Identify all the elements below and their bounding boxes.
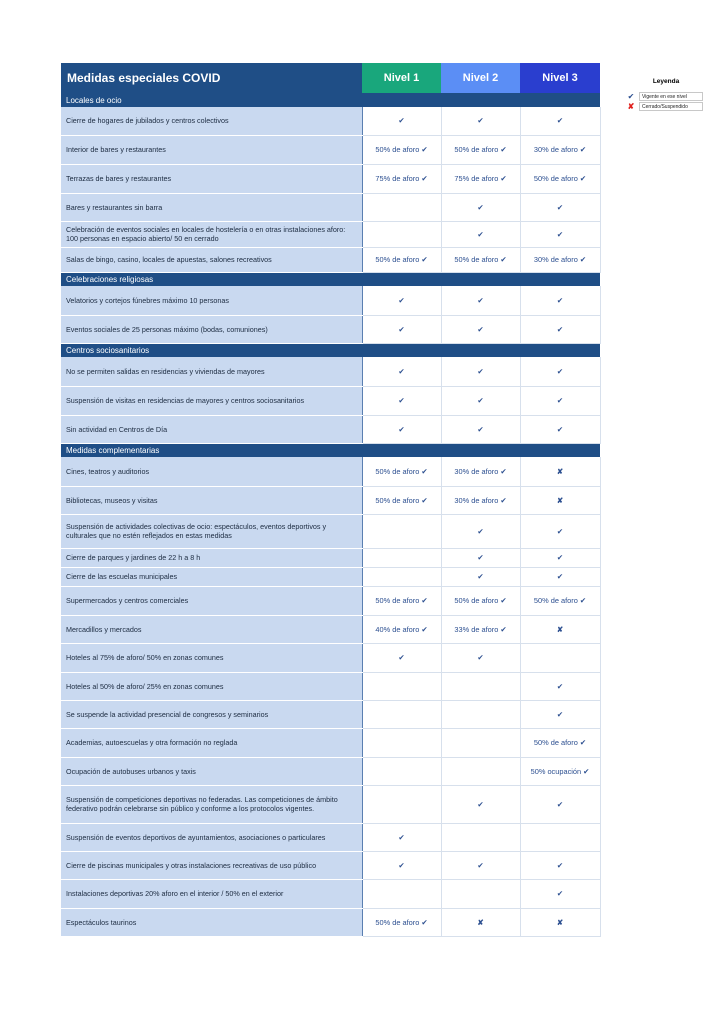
measure-cell: Bares y restaurantes sin barra (61, 193, 362, 221)
measure-cell: Instalaciones deportivas 20% aforo en el interior / 50% en el exterior (61, 879, 362, 908)
level-3-cell: ✘ (520, 486, 600, 514)
level-1-cell: ✔ (362, 415, 441, 443)
measure-cell: Espectáculos taurinos (61, 908, 362, 936)
level-2-cell (441, 700, 520, 728)
level-2-header: Nivel 2 (441, 63, 520, 93)
level-1-cell: ✔ (362, 643, 441, 672)
level-1-cell (362, 728, 441, 757)
table-row (61, 357, 600, 386)
level-3-cell: ✔ (520, 415, 600, 443)
table-row (61, 823, 600, 851)
table-row (61, 879, 600, 908)
level-3-cell: ✔ (520, 315, 600, 343)
cross-icon: ✘ (627, 101, 635, 111)
check-icon: ✔ (627, 91, 635, 101)
table-row (61, 851, 600, 879)
level-1-cell: ✔ (362, 823, 441, 851)
level-3-cell: 30% de aforo ✔ (520, 135, 600, 164)
section-header (61, 272, 600, 286)
level-1-cell (362, 757, 441, 785)
level-3-cell: 50% de aforo ✔ (520, 728, 600, 757)
level-2-cell: ✔ (441, 785, 520, 823)
level-1-cell: ✔ (362, 386, 441, 415)
level-3-cell: ✔ (520, 193, 600, 221)
table-row (61, 672, 600, 700)
measure-cell: Velatorios y cortejos fúnebres máximo 10 personas (61, 286, 362, 315)
table-row (61, 615, 600, 643)
measure-cell: Cierre de parques y jardines de 22 h a 8 h (61, 548, 362, 567)
measure-cell: Celebración de eventos sociales en locales de hostelería o en otras instalaciones aforo: 100 personas en espacio abierto/ 50 en cerrado (61, 221, 362, 247)
level-2-cell: 50% de aforo ✔ (441, 135, 520, 164)
measure-cell: Cierre de hogares de jubilados y centros colectivos (61, 107, 362, 135)
level-1-cell: 50% de aforo ✔ (362, 135, 441, 164)
section-header (61, 93, 600, 107)
legend-item-vigente (623, 91, 703, 101)
level-2-cell: ✔ (441, 107, 520, 135)
table-row (61, 757, 600, 785)
level-1-cell (362, 514, 441, 548)
level-3-cell (520, 643, 600, 672)
table-row (61, 386, 600, 415)
level-1-header: Nivel 1 (362, 63, 441, 93)
table-row (61, 221, 600, 247)
level-3-cell: 30% de aforo ✔ (520, 247, 600, 272)
level-2-cell: ✔ (441, 221, 520, 247)
level-2-cell: ✔ (441, 548, 520, 567)
measure-cell: Cines, teatros y auditorios (61, 457, 362, 486)
measure-cell: No se permiten salidas en residencias y viviendas de mayores (61, 357, 362, 386)
table-row (61, 486, 600, 514)
level-2-cell: ✔ (441, 643, 520, 672)
level-1-cell (362, 548, 441, 567)
level-2-cell (441, 672, 520, 700)
table-body (61, 93, 600, 936)
measure-cell: Terrazas de bares y restaurantes (61, 164, 362, 193)
level-1-cell: ✔ (362, 851, 441, 879)
level-2-cell: 50% de aforo ✔ (441, 586, 520, 615)
table-row (61, 315, 600, 343)
level-3-cell: ✔ (520, 286, 600, 315)
measure-cell: Bibliotecas, museos y visitas (61, 486, 362, 514)
section-title: Celebraciones religiosas (61, 272, 600, 286)
level-2-cell: 30% de aforo ✔ (441, 457, 520, 486)
table-row (61, 135, 600, 164)
section-title: Medidas complementarias (61, 443, 600, 457)
measure-cell: Suspensión de actividades colectivas de ocio: espectáculos, eventos deportivos y culturales que no estén reflejados en estas medidas (61, 514, 362, 548)
level-2-cell: 30% de aforo ✔ (441, 486, 520, 514)
table-row (61, 908, 600, 936)
level-2-cell: ✔ (441, 415, 520, 443)
table-row (61, 107, 600, 135)
level-3-cell: ✔ (520, 567, 600, 586)
level-3-cell: 50% de aforo ✔ (520, 586, 600, 615)
table-title: Medidas especiales COVID (61, 63, 362, 93)
section-header (61, 343, 600, 357)
table-row (61, 514, 600, 548)
level-2-cell (441, 823, 520, 851)
level-1-cell: ✔ (362, 357, 441, 386)
level-1-cell (362, 700, 441, 728)
legend-label: Cerrado/Suspendido (639, 102, 703, 111)
level-3-cell: ✔ (520, 785, 600, 823)
table-row (61, 548, 600, 567)
section-title: Centros sociosanitarios (61, 343, 600, 357)
level-3-cell: 50% de aforo ✔ (520, 164, 600, 193)
level-3-cell: ✔ (520, 548, 600, 567)
measure-cell: Supermercados y centros comerciales (61, 586, 362, 615)
table-row (61, 286, 600, 315)
level-3-cell: ✔ (520, 851, 600, 879)
level-2-cell: ✔ (441, 514, 520, 548)
legend-label: Vigente en ese nivel (639, 92, 703, 101)
header-row (61, 63, 600, 93)
measure-cell: Cierre de piscinas municipales y otras instalaciones recreativas de uso público (61, 851, 362, 879)
measure-cell: Sin actividad en Centros de Día (61, 415, 362, 443)
level-1-cell (362, 193, 441, 221)
covid-measures-table (61, 63, 601, 937)
level-3-cell: ✔ (520, 107, 600, 135)
level-1-cell: ✔ (362, 315, 441, 343)
measure-cell: Hoteles al 50% de aforo/ 25% en zonas comunes (61, 672, 362, 700)
level-1-cell: 50% de aforo ✔ (362, 457, 441, 486)
legend (623, 78, 703, 111)
measure-cell: Interior de bares y restaurantes (61, 135, 362, 164)
level-3-header: Nivel 3 (520, 63, 600, 93)
level-3-cell: ✔ (520, 700, 600, 728)
legend-title: Leyenda (652, 78, 680, 85)
measure-cell: Hoteles al 75% de aforo/ 50% en zonas comunes (61, 643, 362, 672)
table-row (61, 567, 600, 586)
level-2-cell: ✔ (441, 286, 520, 315)
section-title: Locales de ocio (61, 93, 600, 107)
legend-item-cerrado (623, 101, 703, 111)
table-row (61, 193, 600, 221)
measure-cell: Salas de bingo, casino, locales de apuestas, salones recreativos (61, 247, 362, 272)
level-3-cell: ✔ (520, 357, 600, 386)
level-2-cell (441, 757, 520, 785)
level-2-cell: ✔ (441, 567, 520, 586)
table-row (61, 247, 600, 272)
level-2-cell: ✔ (441, 193, 520, 221)
level-1-cell (362, 567, 441, 586)
level-1-cell (362, 785, 441, 823)
measure-cell: Cierre de las escuelas municipales (61, 567, 362, 586)
level-1-cell: 75% de aforo ✔ (362, 164, 441, 193)
table-row (61, 785, 600, 823)
level-1-cell: 50% de aforo ✔ (362, 247, 441, 272)
table-row (61, 457, 600, 486)
level-2-cell (441, 728, 520, 757)
table-row (61, 586, 600, 615)
level-3-cell: ✘ (520, 457, 600, 486)
level-1-cell: ✔ (362, 286, 441, 315)
table-row (61, 643, 600, 672)
table-row (61, 700, 600, 728)
measure-cell: Se suspende la actividad presencial de congresos y seminarios (61, 700, 362, 728)
level-3-cell: ✔ (520, 672, 600, 700)
measure-cell: Ocupación de autobuses urbanos y taxis (61, 757, 362, 785)
table-row (61, 415, 600, 443)
level-2-cell: 75% de aforo ✔ (441, 164, 520, 193)
level-3-cell: ✔ (520, 879, 600, 908)
level-1-cell: 50% de aforo ✔ (362, 908, 441, 936)
level-1-cell (362, 672, 441, 700)
measure-cell: Academias, autoescuelas y otra formación no reglada (61, 728, 362, 757)
level-2-cell (441, 879, 520, 908)
level-3-cell: ✔ (520, 386, 600, 415)
level-3-cell (520, 823, 600, 851)
level-1-cell: 50% de aforo ✔ (362, 486, 441, 514)
level-1-cell: ✔ (362, 107, 441, 135)
level-1-cell: 40% de aforo ✔ (362, 615, 441, 643)
level-2-cell: ✔ (441, 315, 520, 343)
table-row (61, 728, 600, 757)
level-3-cell: ✘ (520, 908, 600, 936)
measure-cell: Suspensión de visitas en residencias de mayores y centros sociosanitarios (61, 386, 362, 415)
level-3-cell: ✔ (520, 514, 600, 548)
level-1-cell (362, 221, 441, 247)
measure-cell: Eventos sociales de 25 personas máximo (bodas, comuniones) (61, 315, 362, 343)
level-1-cell: 50% de aforo ✔ (362, 586, 441, 615)
level-2-cell: 50% de aforo ✔ (441, 247, 520, 272)
level-3-cell: ✘ (520, 615, 600, 643)
section-header (61, 443, 600, 457)
table-row (61, 164, 600, 193)
level-2-cell: ✘ (441, 908, 520, 936)
level-3-cell: 50% ocupación ✔ (520, 757, 600, 785)
level-2-cell: 33% de aforo ✔ (441, 615, 520, 643)
level-1-cell (362, 879, 441, 908)
level-2-cell: ✔ (441, 386, 520, 415)
measure-cell: Suspensión de competiciones deportivas no federadas. Las competiciones de ámbito federativo podrán celebrarse sin público y conforme a los protocolos vigentes. (61, 785, 362, 823)
measure-cell: Suspensión de eventos deportivos de ayuntamientos, asociaciones o particulares (61, 823, 362, 851)
measure-cell: Mercadillos y mercados (61, 615, 362, 643)
level-3-cell: ✔ (520, 221, 600, 247)
level-2-cell: ✔ (441, 357, 520, 386)
level-2-cell: ✔ (441, 851, 520, 879)
